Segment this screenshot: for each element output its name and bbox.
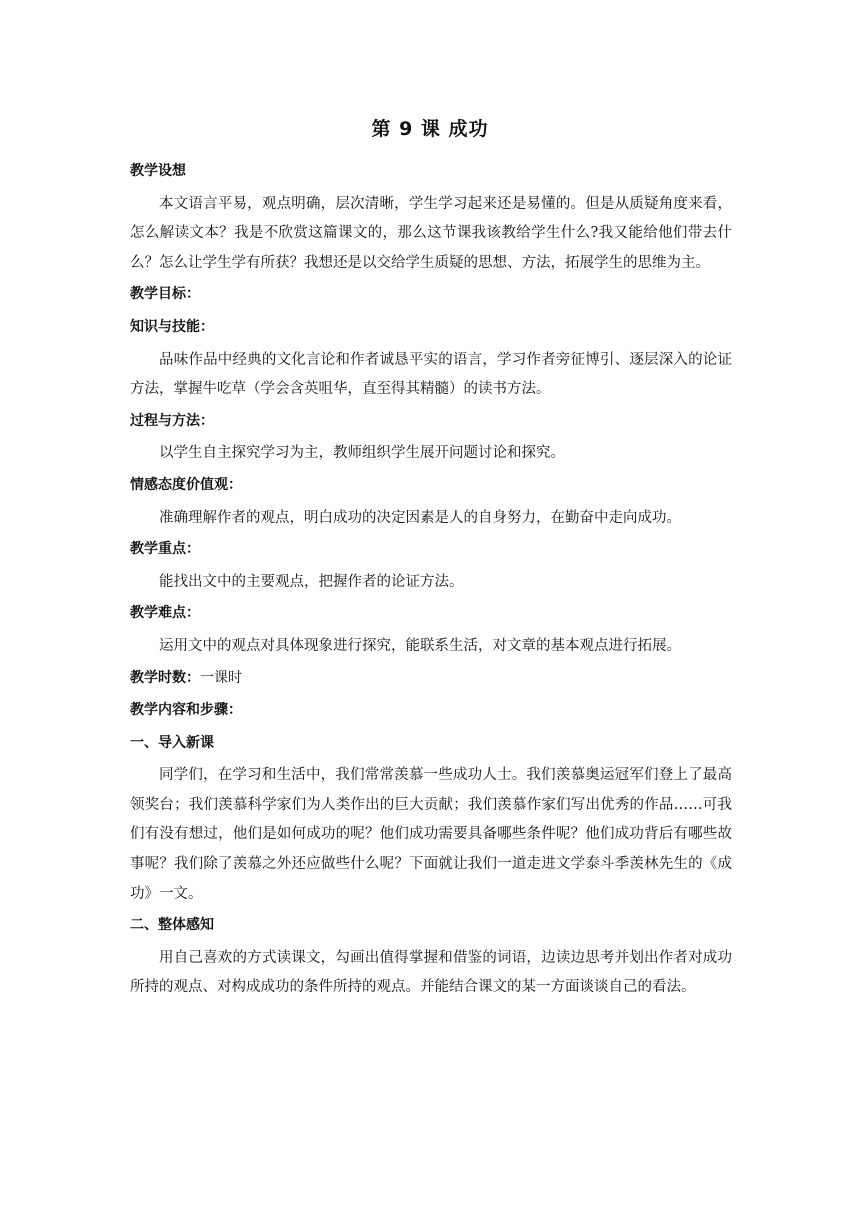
design-heading: 教学设想 — [130, 163, 186, 179]
difficulty-paragraph: 运用文中的观点对具体现象进行探究，能联系生活，对文章的基本观点进行拓展。 — [159, 637, 681, 654]
focus-paragraph: 能找出文中的主要观点，把握作者的论证方法。 — [159, 573, 464, 590]
focus-heading: 教学重点： — [130, 541, 200, 558]
document-body — [130, 155, 732, 1005]
goals-heading: 教学目标： — [130, 286, 200, 303]
emotion-paragraph: 准确理解作者的观点，明白成功的决定因素是人的自身努力，在勤奋中走向成功。 — [159, 509, 681, 526]
emotion-heading: 情感态度价值观： — [130, 476, 242, 493]
steps-heading: 教学内容和步骤： — [130, 702, 242, 719]
step2-heading: 二、整体感知 — [130, 917, 214, 934]
time-heading: 教学时数： — [130, 669, 200, 686]
time-value: 一课时 — [200, 669, 242, 686]
step2-paragraph: 用自己喜欢的方式读课文，勾画出值得掌握和借鉴的词语，边读边思考并划出作者对成功所持的观点、对构成成功的条件所持的观点。并能结合课文的某一方面谈谈自己的看法。 — [130, 949, 732, 996]
page-title: 第 9 课 成功 — [371, 118, 489, 140]
process-paragraph: 以学生自主探究学习为主，教师组织学生展开问题讨论和探究。 — [159, 445, 565, 462]
knowledge-heading: 知识与技能： — [130, 318, 214, 335]
process-heading: 过程与方法： — [130, 412, 214, 429]
design-paragraph: 本文语言平易，观点明确，层次清晰，学生学习起来还是易懂的。但是从质疑角度来看，怎么解读文本？我是不欣赏这篇课文的，那么这节课我该教给学生什么?我又能给他们带去什么？怎么让学生学有所获？我想还是以交给学生质疑的思想、方法，拓展学生的思维为主。 — [130, 195, 732, 271]
time-line — [130, 664, 732, 694]
step1-heading: 一、导入新课 — [130, 734, 214, 751]
step1-paragraph: 同学们，在学习和生活中，我们常常羡慕一些成功人士。我们羡慕奥运冠军们登上了最高领奖台；我们羡慕科学家们为人类作出的巨大贡献；我们羡慕作家们写出优秀的作品……可我们有没有想过，他们是如何成功的呢？他们成功需要具备哪些条件呢？他们成功背后有哪些故事呢？我们除了羡慕之外还应做些什么呢？下面就让我们一道走进文学泰斗季羡林先生的《成功》一文。 — [130, 767, 732, 902]
difficulty-heading: 教学难点： — [130, 605, 200, 622]
knowledge-paragraph: 品味作品中经典的文化言论和作者诚恳平实的语言，学习作者旁征博引、逐层深入的论证方法，掌握牛吃草（学会含英咀华，直至得其精髓）的读书方法。 — [130, 351, 732, 398]
